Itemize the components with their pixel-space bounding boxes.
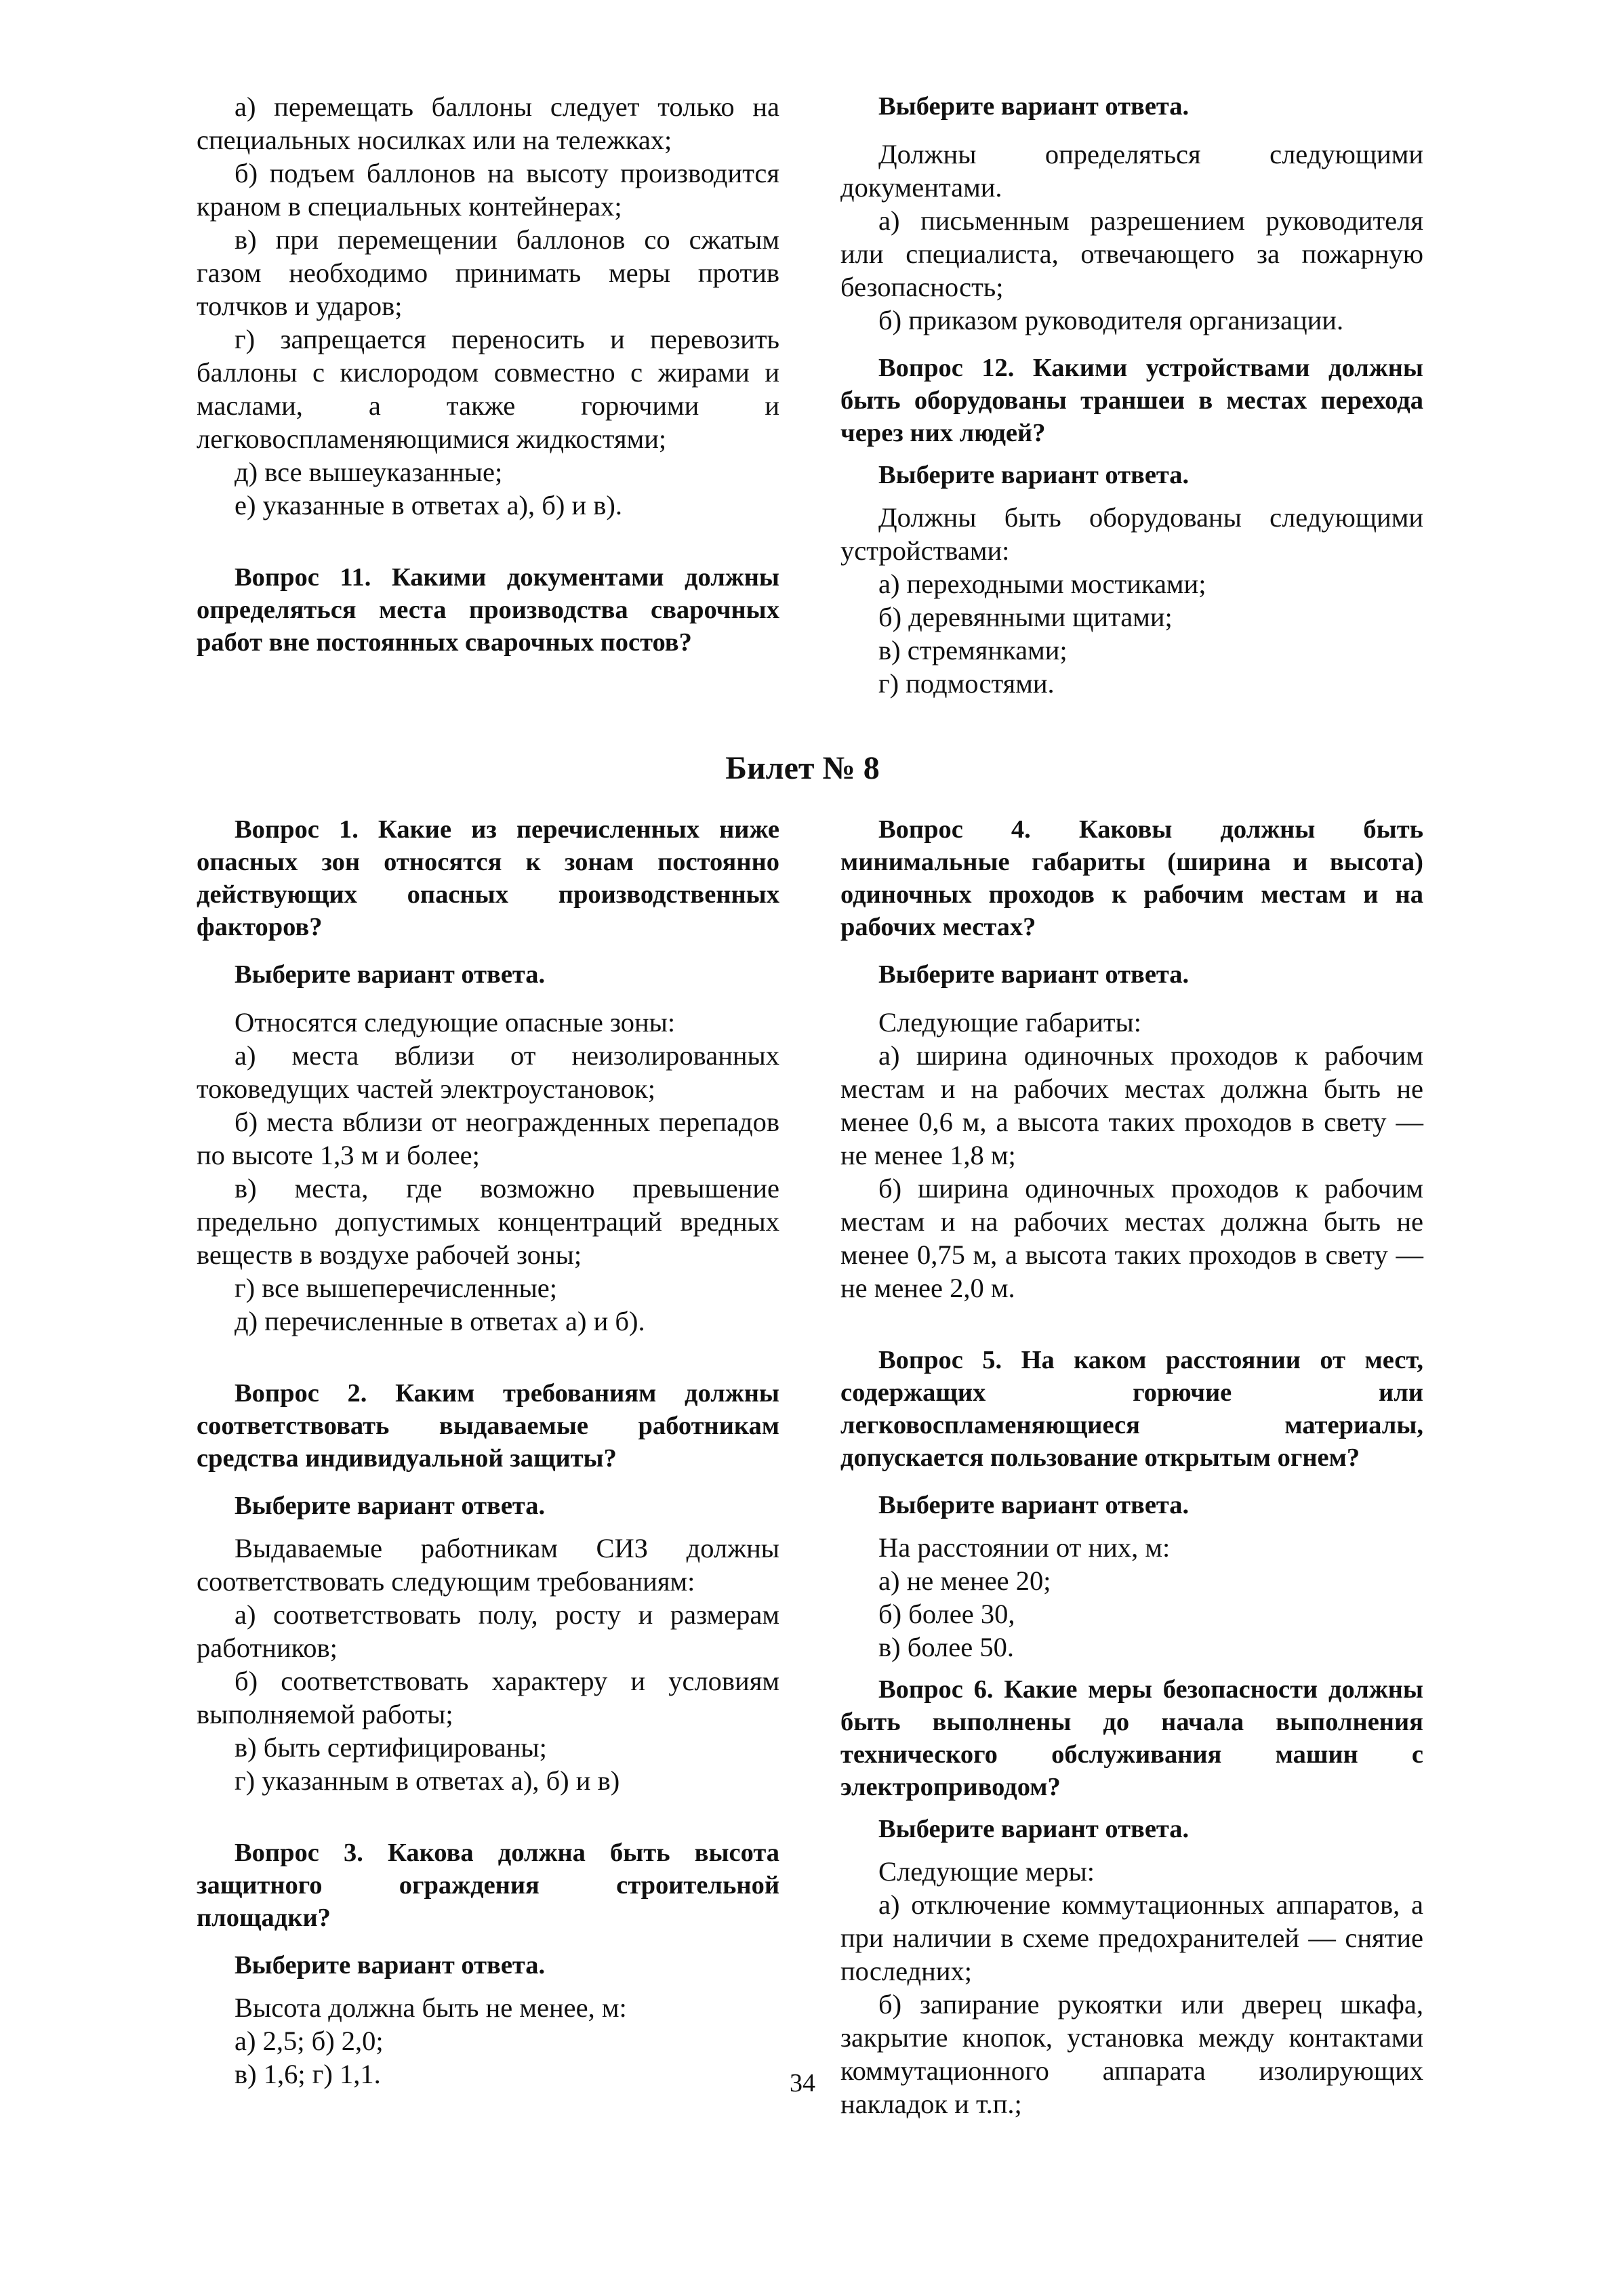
answer-intro: Выдаваемые работникам СИЗ должны соответствовать следующим требованиям: bbox=[197, 1533, 779, 1597]
answer-option: а) соответствовать полу, росту и размерам работников; bbox=[197, 1599, 779, 1663]
answer-intro: Следующие меры: bbox=[878, 1856, 1095, 1887]
question-heading: Вопрос 6. Какие меры безопасности должны быть выполнены до начала выполнения технического обслуживания машин с электроприводом? bbox=[840, 1675, 1423, 1801]
page-number: 34 bbox=[790, 2069, 815, 2097]
answer-option: г) подмостями. bbox=[878, 668, 1055, 699]
answer-option: б) деревянными щитами; bbox=[878, 602, 1173, 632]
select-answer-label: Выберите вариант ответа. bbox=[878, 461, 1190, 489]
answer-option: б) приказом руководителя организации. bbox=[878, 305, 1344, 335]
answer-option: а) переходными мостиками; bbox=[878, 569, 1206, 599]
ticket-title: Билет № 8 bbox=[725, 750, 880, 786]
answer-option: а) перемещать баллоны следует только на специальных носилках или на тележках; bbox=[197, 91, 779, 155]
column-top-right bbox=[840, 90, 1423, 700]
answer-option: а) не менее 20; bbox=[878, 1565, 1051, 1596]
answer-option: г) запрещается переносить и перевозить баллоны с кислородом совместно с жирами и маслами, а также горючими и легковоспламеняющимися жидкостями; bbox=[197, 324, 779, 454]
select-answer-label: Выберите вариант ответа. bbox=[235, 1951, 546, 1980]
answer-option: б) более 30, bbox=[878, 1599, 1015, 1629]
answer-intro: Должны определяться следующими документами. bbox=[840, 139, 1423, 203]
answer-option: а) отключение коммутационных аппаратов, а при наличии в схеме предохранителей — снятие последних; bbox=[840, 1889, 1423, 1986]
answer-intro: На расстоянии от них, м: bbox=[878, 1532, 1171, 1563]
answer-option: в) более 50. bbox=[878, 1632, 1014, 1662]
answer-option: б) запирание рукоятки или дверец шкафа, закрытие кнопок, установка между контактами коммутационного аппарата изолирующих накладок и т.п.; bbox=[840, 1989, 1423, 2119]
question-heading: Вопрос 4. Каковы должны быть минимальные габариты (ширина и высота) одиночных проходов к рабочим местам и на рабочих местах? bbox=[840, 815, 1423, 941]
answer-option: в) при перемещении баллонов со сжатым газом необходимо принимать меры против толчков и ударов; bbox=[197, 224, 779, 321]
answer-option: а) письменным разрешением руководителя или специалиста, отвечающего за пожарную безопасность; bbox=[840, 205, 1423, 302]
answer-option: а) места вблизи от неизолированных токоведущих частей электроустановок; bbox=[197, 1040, 779, 1104]
question-heading: Вопрос 11. Какими документами должны определяться места производства сварочных работ вне постоянных сварочных постов? bbox=[197, 563, 779, 657]
answer-intro: Должны быть оборудованы следующими устройствами: bbox=[840, 502, 1423, 566]
question-heading: Вопрос 3. Какова должна быть высота защитного ограждения строительной площадки? bbox=[197, 1839, 779, 1932]
answer-option: а) 2,5; б) 2,0; bbox=[235, 2026, 384, 2056]
column-top-left bbox=[197, 90, 779, 659]
select-answer-label: Выберите вариант ответа. bbox=[235, 960, 546, 989]
select-answer-label: Выберите вариант ответа. bbox=[235, 1492, 546, 1520]
answer-option: г) указанным в ответах а), б) и в) bbox=[235, 1765, 620, 1796]
select-answer-label: Выберите вариант ответа. bbox=[878, 960, 1190, 989]
question-heading: Вопрос 12. Какими устройствами должны быть оборудованы траншеи в местах перехода через них людей? bbox=[840, 354, 1423, 447]
column-bottom-right bbox=[840, 813, 1423, 2120]
answer-option: е) указанные в ответах а), б) и в). bbox=[235, 490, 623, 520]
answer-option: г) все вышеперечисленные; bbox=[235, 1273, 558, 1303]
answer-intro: Высота должна быть не менее, м: bbox=[235, 1992, 627, 2023]
question-heading: Вопрос 1. Какие из перечисленных ниже опасных зон относятся к зонам постоянно действующих опасных производственных факторов? bbox=[197, 815, 779, 941]
answer-intro: Относятся следующие опасные зоны: bbox=[235, 1007, 676, 1038]
question-heading: Вопрос 5. На каком расстоянии от мест, содержащих горючие или легковоспламеняющиеся материалы, допускается пользование открытым огнем? bbox=[840, 1346, 1423, 1472]
answer-option: б) соответствовать характеру и условиям выполняемой работы; bbox=[197, 1666, 779, 1729]
select-answer-label: Выберите вариант ответа. bbox=[878, 92, 1190, 121]
select-answer-label: Выберите вариант ответа. bbox=[878, 1491, 1190, 1519]
answer-option: в) стремянками; bbox=[878, 635, 1068, 665]
answer-option: б) ширина одиночных проходов к рабочим местам и на рабочих местах должна быть не менее 0,75 м, а высота таких проходов в свету — не менее 2,0 м. bbox=[840, 1173, 1423, 1303]
select-answer-label: Выберите вариант ответа. bbox=[878, 1815, 1190, 1843]
answer-option: в) быть сертифицированы; bbox=[235, 1732, 547, 1763]
answer-option: д) перечисленные в ответах а) и б). bbox=[235, 1306, 645, 1336]
question-heading: Вопрос 2. Каким требованиям должны соответствовать выдаваемые работникам средства индивидуальной защиты? bbox=[197, 1379, 779, 1473]
answer-intro: Следующие габариты: bbox=[878, 1007, 1141, 1038]
answer-option: б) места вблизи от неогражденных перепадов по высоте 1,3 м и более; bbox=[197, 1107, 779, 1170]
answer-option: в) 1,6; г) 1,1. bbox=[235, 2059, 381, 2089]
answer-option: д) все вышеуказанные; bbox=[235, 457, 503, 487]
answer-option: в) места, где возможно превышение предельно допустимых концентраций вредных веществ в воздухе рабочей зоны; bbox=[197, 1173, 779, 1270]
answer-option: а) ширина одиночных проходов к рабочим местам и на рабочих местах должна быть не менее 0,6 м, а высота таких проходов в свету — не менее 1,8 м; bbox=[840, 1040, 1423, 1170]
answer-option: б) подъем баллонов на высоту производится краном в специальных контейнерах; bbox=[197, 158, 779, 222]
column-bottom-left bbox=[197, 813, 779, 2091]
